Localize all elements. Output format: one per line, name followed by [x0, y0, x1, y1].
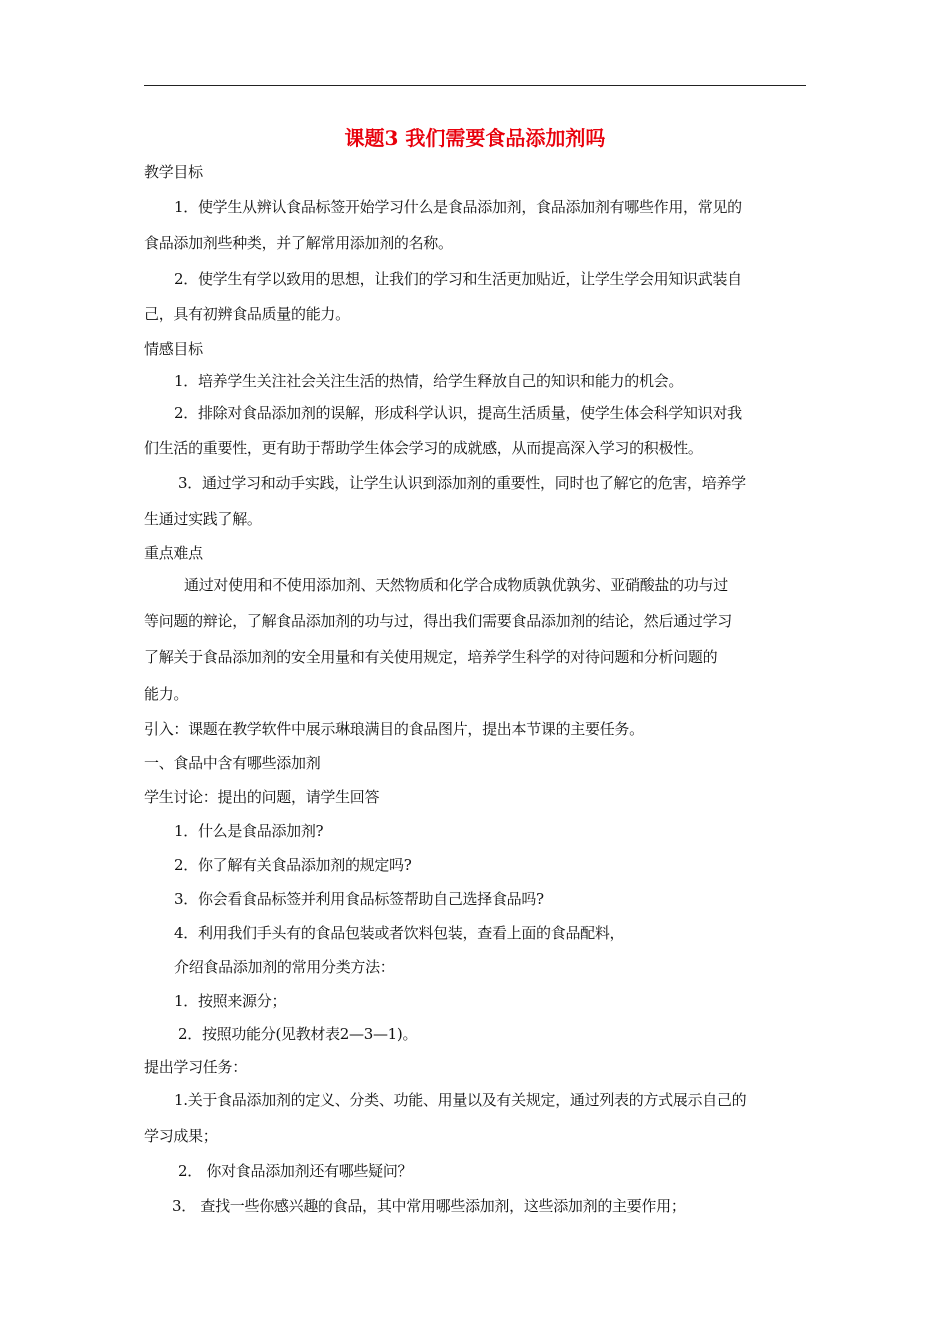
- text-line: 1．使学生从辨认食品标签开始学习什么是食品添加剂，食品添加剂有哪些作用，常见的: [174, 198, 742, 216]
- text-line: 介绍食品添加剂的常用分类方法：: [174, 958, 395, 976]
- text-line: 情感目标: [144, 340, 203, 358]
- text-line: 3．通过学习和动手实践，让学生认识到添加剂的重要性，同时也了解它的危害，培养学: [178, 474, 746, 492]
- text-line: 等问题的辩论，了解食品添加剂的功与过，得出我们需要食品添加剂的结论，然后通过学习: [144, 612, 733, 630]
- text-line: 们生活的重要性，更有助于帮助学生体会学习的成就感，从而提高深入学习的积极性。: [144, 439, 703, 457]
- text-line: 了解关于食品添加剂的安全用量和有关使用规定，培养学生科学的对待问题和分析问题的: [144, 648, 718, 666]
- text-line: 2．排除对食品添加剂的误解，形成科学认识，提高生活质量，使学生体会科学知识对我: [174, 404, 742, 422]
- text-line: 3．你会看食品标签并利用食品标签帮助自己选择食品吗?: [174, 890, 544, 908]
- text-line: 3． 查找一些你感兴趣的食品，其中常用哪些添加剂，这些添加剂的主要作用；: [172, 1197, 686, 1215]
- text-line: 学习成果；: [144, 1127, 218, 1145]
- text-line: 生通过实践了解。: [144, 510, 262, 528]
- text-line: 重点难点: [144, 544, 203, 562]
- document-title: 课题3 我们需要食品添加剂吗: [344, 126, 606, 150]
- text-line: 4．利用我们手头有的食品包装或者饮料包装，查看上面的食品配料，: [174, 924, 625, 942]
- text-line: 一、食品中含有哪些添加剂: [144, 754, 321, 772]
- text-line: 2．按照功能分(见教材表2—3—1)。: [178, 1025, 418, 1043]
- text-line: 提出学习任务：: [144, 1058, 247, 1076]
- text-line: 1．什么是食品添加剂?: [174, 822, 324, 840]
- text-line: 食品添加剂些种类，并了解常用添加剂的名称。: [144, 234, 453, 252]
- text-line: 1．培养学生关注社会关注生活的热情，给学生释放自己的知识和能力的机会。: [174, 372, 684, 390]
- text-line: 2． 你对食品添加剂还有哪些疑问？: [178, 1162, 413, 1180]
- text-line: 教学目标: [144, 163, 203, 181]
- text-line: 学生讨论：提出的问题，请学生回答: [144, 788, 380, 806]
- text-line: 1．按照来源分；: [174, 992, 287, 1010]
- text-line: 能力。: [144, 685, 189, 703]
- header-rule: [144, 85, 806, 86]
- text-line: 己，具有初辨食品质量的能力。: [144, 305, 350, 323]
- text-line: 1.关于食品添加剂的定义、分类、功能、用量以及有关规定，通过列表的方式展示自己的: [174, 1091, 747, 1109]
- text-line: 通过对使用和不使用添加剂、天然物质和化学合成物质孰优孰劣、亚硝酸盐的功与过: [184, 576, 728, 594]
- text-line: 2．使学生有学以致用的思想，让我们的学习和生活更加贴近，让学生学会用知识武装自: [174, 270, 742, 288]
- text-line: 引入：课题在教学软件中展示琳琅满目的食品图片，提出本节课的主要任务。: [144, 720, 644, 738]
- text-line: 2．你了解有关食品添加剂的规定吗?: [174, 856, 412, 874]
